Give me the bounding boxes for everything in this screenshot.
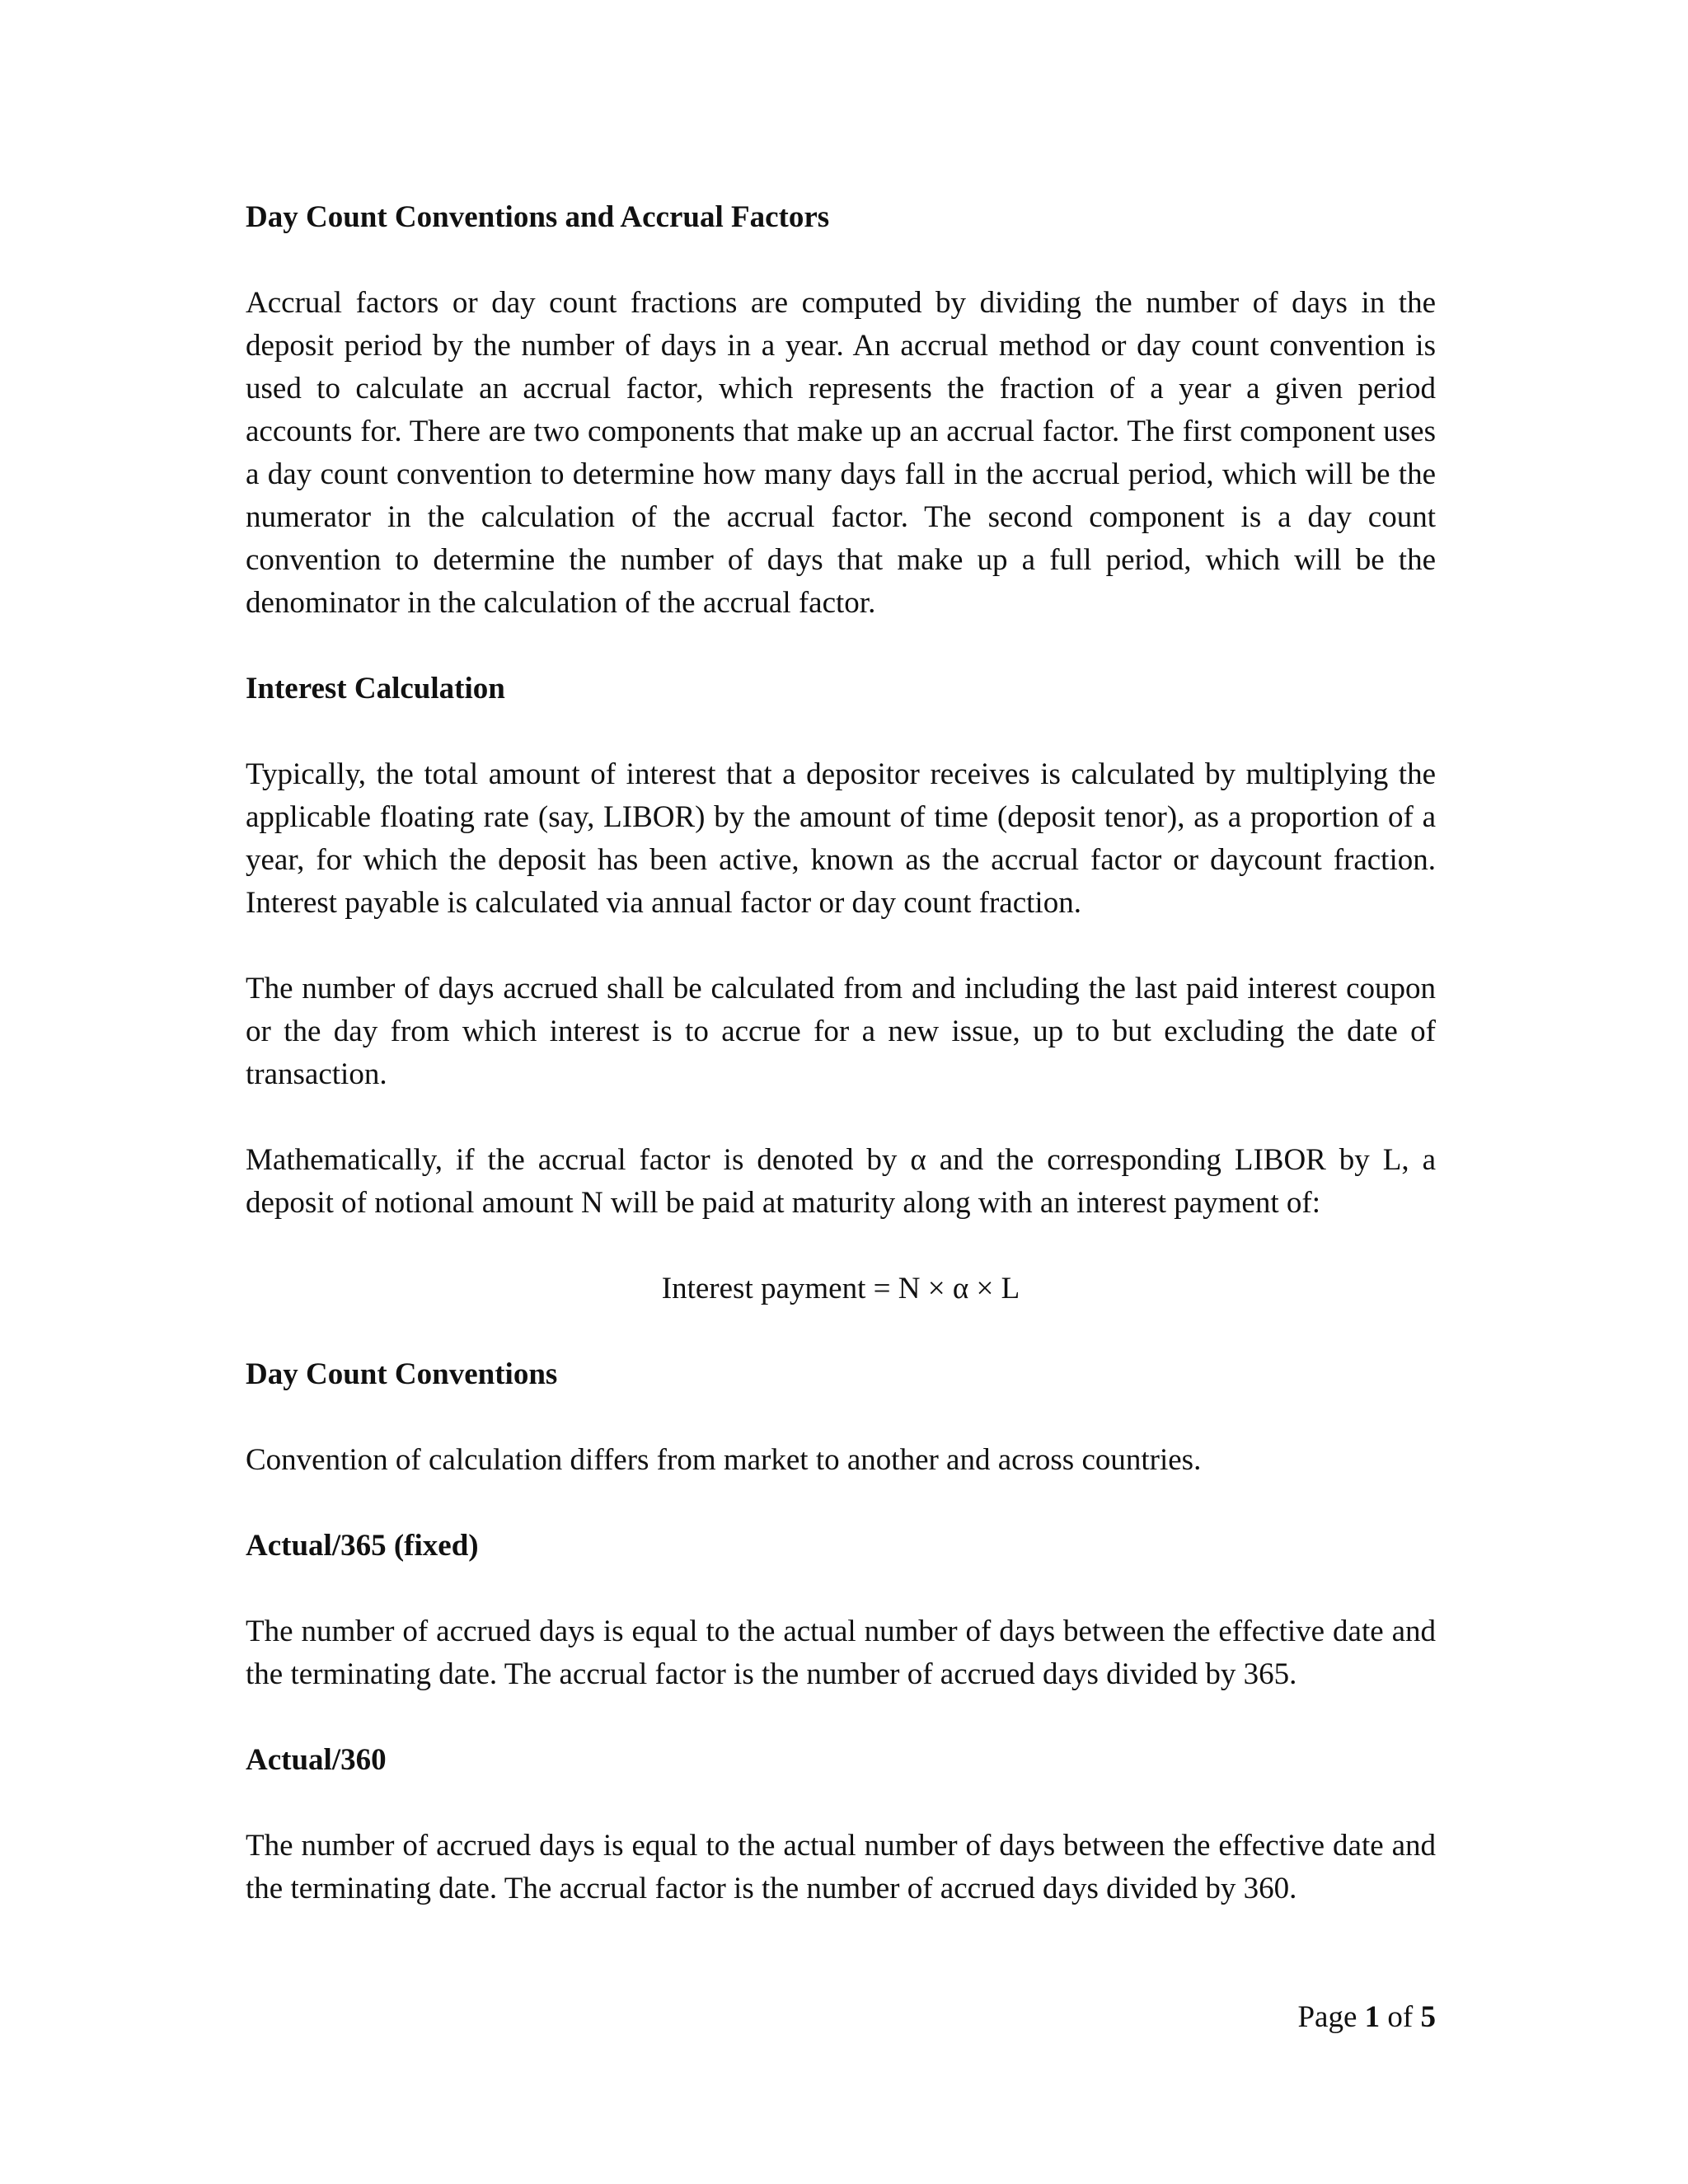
interest-paragraph-3: Mathematically, if the accrual factor is denoted by α and the corresponding LIBOR by L, a deposit of notional amount N will be paid at maturity along with an interest payment of:: [246, 1143, 1436, 1220]
page-number-footer: [1297, 1996, 1436, 2039]
footer-page-word: Page: [1297, 2000, 1357, 2034]
interest-calculation-heading: Interest Calculation: [246, 672, 505, 705]
interest-paragraph-2: The number of days accrued shall be calculated from and including the last paid interest coupon or the day from which interest is to accrue for a new issue, up to but excluding the date of transaction.: [246, 972, 1436, 1091]
footer-of-word: of: [1387, 2000, 1414, 2034]
footer-current-page: 1: [1364, 2000, 1381, 2034]
day-count-conventions-heading: Day Count Conventions: [246, 1357, 558, 1391]
document-page: [246, 196, 1436, 1910]
intro-paragraph: Accrual factors or day count fractions are computed by dividing the number of days in the deposit period by the number of days in a year. An accrual method or day count convention is used to calculate an accrual factor, which represents the fraction of a year a given period accounts for. There are two components that make up an accrual factor. The first component uses a day count convention to determine how many days fall in the accrual period, which will be the numerator in the calculation of the accrual factor. The second component is a day count convention to determine the number of days that make up a full period, which will be the denominator in the calculation of the accrual factor.: [246, 286, 1436, 620]
actual-365-heading: Actual/365 (fixed): [246, 1529, 479, 1563]
interest-formula: Interest payment = N × α × L: [661, 1272, 1020, 1305]
interest-paragraph-1: Typically, the total amount of interest that a depositor receives is calculated by multiplying the applicable floating rate (say, LIBOR) by the amount of time (deposit tenor), as a proportion of a year, for which the deposit has been active, known as the accrual factor or daycount fraction. Interest payable is calculated via annual factor or day count fraction.: [246, 757, 1436, 920]
footer-total-pages: 5: [1420, 2000, 1436, 2034]
actual-360-heading: Actual/360: [246, 1743, 387, 1777]
actual-365-paragraph: The number of accrued days is equal to the actual number of days between the effective date and the terminating date. The accrual factor is the number of accrued days divided by 365.: [246, 1615, 1436, 1691]
actual-360-paragraph: The number of accrued days is equal to the actual number of days between the effective date and the terminating date. The accrual factor is the number of accrued days divided by 360.: [246, 1829, 1436, 1905]
document-title: Day Count Conventions and Accrual Factors: [246, 200, 830, 234]
day-count-conventions-paragraph: Convention of calculation differs from market to another and across countries.: [246, 1443, 1202, 1477]
